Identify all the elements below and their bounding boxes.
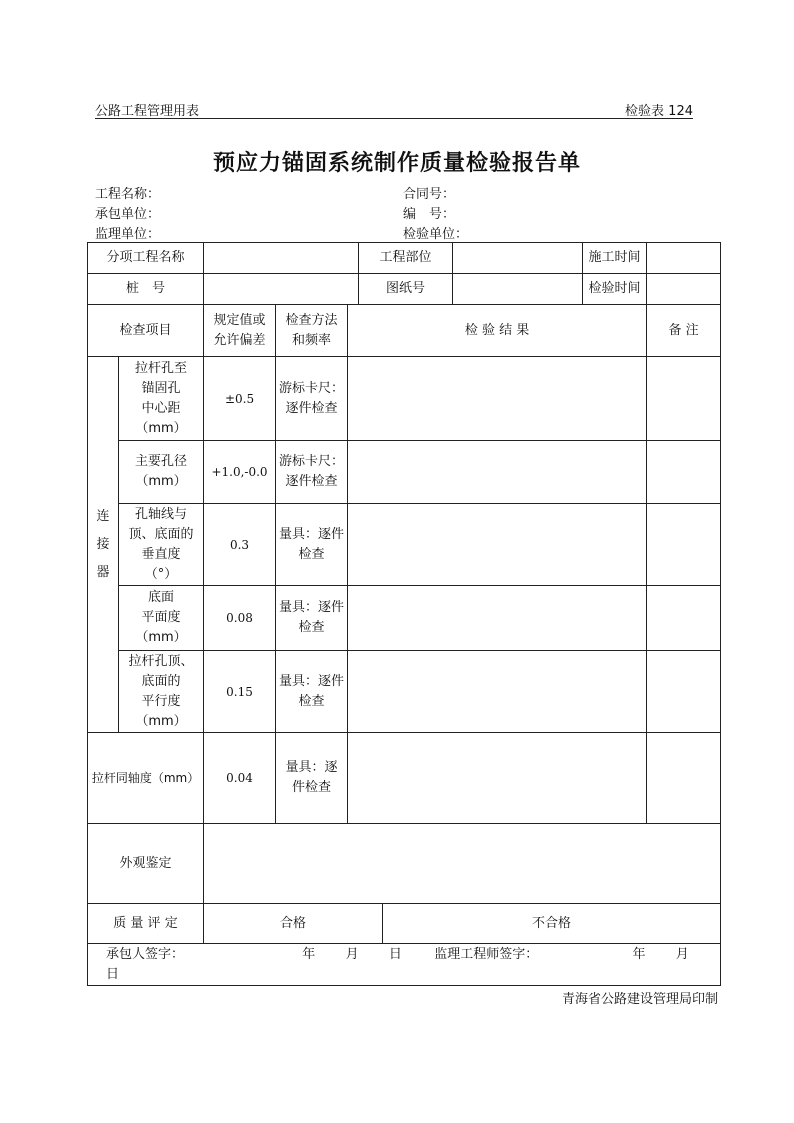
item-method — [276, 586, 348, 651]
tolerance-header-line: 规定值或 — [213, 312, 266, 328]
item-method-line: 游标卡尺： — [279, 380, 345, 396]
station-value[interactable] — [204, 274, 359, 305]
part-value[interactable] — [453, 243, 583, 274]
item-name-line: 底面 — [148, 590, 175, 605]
contractor-sign-month: 月 — [345, 946, 359, 962]
item-name-line: 平行度 — [141, 693, 181, 709]
item-header: 检查项目 — [88, 305, 204, 357]
sub-project-label: 分项工程名称 — [88, 243, 204, 274]
coaxial-method-line: 量具：逐 — [285, 760, 338, 775]
quality-fail[interactable]: 不合格 — [383, 904, 721, 944]
item-method — [276, 357, 348, 441]
connector-group-label — [88, 357, 119, 733]
table-header-row — [88, 305, 721, 357]
contractor-signature-label: 承包人签字： — [106, 946, 185, 962]
item-method-line: 量具：逐件 — [279, 600, 345, 615]
table-row — [88, 904, 721, 944]
item-name-line: 拉杆孔顶、 — [128, 653, 194, 669]
item-method-line: 检查 — [298, 693, 325, 709]
table-row — [88, 586, 721, 651]
item-tolerance: 0.08 — [204, 586, 276, 651]
item-name — [119, 441, 204, 504]
item-result[interactable] — [348, 441, 647, 504]
item-name-line: 孔轴线与 — [135, 506, 188, 522]
station-label: 桩 号 — [88, 274, 204, 305]
item-name-line: 主要孔径 — [135, 454, 188, 469]
item-tolerance: 0.15 — [204, 651, 276, 733]
coaxial-result[interactable] — [348, 733, 647, 824]
coaxial-tolerance: 0.04 — [204, 733, 276, 824]
item-tolerance: ±0.5 — [204, 357, 276, 441]
item-result[interactable] — [348, 586, 647, 651]
item-remarks[interactable] — [647, 441, 721, 504]
item-method — [276, 441, 348, 504]
contractor-sign-day: 日 — [388, 946, 402, 962]
form-header — [95, 100, 693, 119]
method-header — [276, 305, 348, 357]
contractor-sign-year: 年 — [302, 946, 316, 962]
page-title: 预应力锚固系统制作质量检验报告单 — [212, 150, 581, 176]
form-category: 公路工程管理用表 — [95, 104, 200, 119]
item-name-line: 中心距 — [141, 400, 181, 416]
result-header: 检 验 结 果 — [348, 305, 647, 357]
item-method-line: 量具：逐件 — [279, 673, 345, 689]
item-name — [119, 651, 204, 733]
appearance-value[interactable] — [204, 824, 721, 904]
signature-cell — [88, 944, 721, 986]
item-method-line: 游标卡尺： — [279, 454, 345, 469]
item-method-line: 逐件检查 — [285, 474, 338, 489]
tolerance-header-line: 允许偏差 — [213, 332, 266, 348]
item-name-line: （mm） — [135, 713, 187, 729]
item-remarks[interactable] — [647, 651, 721, 733]
appearance-label: 外观鉴定 — [88, 824, 204, 904]
item-method-line: 量具：逐件 — [279, 526, 345, 542]
engineer-signature-label: 监理工程师签字： — [434, 946, 539, 962]
item-tolerance: +1.0,-0.0 — [204, 441, 276, 504]
part-label: 工程部位 — [359, 243, 453, 274]
sub-project-value[interactable] — [204, 243, 359, 274]
item-name-line: 顶、底面的 — [128, 526, 194, 542]
signature-row — [88, 944, 721, 986]
group-char: 器 — [96, 564, 110, 580]
item-remarks[interactable] — [647, 586, 721, 651]
coaxial-item-name: 拉杆同轴度（mm） — [88, 733, 204, 824]
item-tolerance: 0.3 — [204, 504, 276, 586]
method-header-line: 和频率 — [292, 332, 332, 348]
table-row — [88, 441, 721, 504]
item-name-line: （mm） — [135, 630, 187, 645]
supervisor-label: 监理单位： — [95, 227, 161, 242]
remarks-header: 备 注 — [647, 305, 721, 357]
item-name — [119, 504, 204, 586]
item-name — [119, 586, 204, 651]
engineer-sign-year: 年 — [632, 946, 646, 962]
item-result[interactable] — [348, 357, 647, 441]
inspection-time-label: 检验时间 — [583, 274, 647, 305]
item-name-line: 垂直度 — [141, 546, 181, 562]
table-row — [88, 357, 721, 441]
coaxial-method — [276, 733, 348, 824]
item-name-line: 拉杆孔至 — [135, 360, 188, 376]
form-number: 检验表 124 — [625, 104, 693, 119]
printer-footer: 青海省公路建设管理局印制 — [561, 992, 718, 1007]
group-char: 连 — [96, 508, 110, 524]
quality-pass[interactable]: 合格 — [204, 904, 383, 944]
drawing-no-value[interactable] — [453, 274, 583, 305]
inspection-time-value[interactable] — [647, 274, 721, 305]
item-name-line: （°） — [144, 566, 178, 582]
quality-label: 质 量 评 定 — [88, 904, 204, 944]
item-result[interactable] — [348, 504, 647, 586]
table-row — [88, 504, 721, 586]
method-header-line: 检查方法 — [285, 312, 338, 328]
item-method-line: 逐件检查 — [285, 400, 338, 416]
number-label: 编 号： — [403, 207, 456, 222]
item-name-line: 底面的 — [141, 673, 181, 689]
inspection-unit-label: 检验单位： — [403, 227, 469, 242]
construction-time-label: 施工时间 — [583, 243, 647, 274]
inspection-table — [87, 242, 721, 986]
group-char: 接 — [96, 536, 110, 552]
table-row — [88, 824, 721, 904]
item-name-line: （mm） — [135, 474, 187, 489]
item-name-line: 锚固孔 — [141, 380, 181, 396]
table-row — [88, 243, 721, 274]
item-method — [276, 504, 348, 586]
item-method — [276, 651, 348, 733]
table-row — [88, 651, 721, 733]
engineer-sign-month: 月 — [675, 946, 689, 962]
contract-no-label: 合同号： — [403, 187, 456, 202]
table-row — [88, 733, 721, 824]
table-row — [88, 274, 721, 305]
coaxial-method-line: 件检查 — [292, 780, 332, 795]
item-result[interactable] — [348, 651, 647, 733]
contractor-label: 承包单位： — [95, 207, 161, 222]
coaxial-remarks[interactable] — [647, 733, 721, 824]
construction-time-value[interactable] — [647, 243, 721, 274]
engineer-sign-day: 日 — [106, 966, 120, 982]
item-name-line: 平面度 — [141, 610, 181, 625]
item-name-line: （mm） — [135, 420, 187, 436]
item-remarks[interactable] — [647, 357, 721, 441]
drawing-no-label: 图纸号 — [359, 274, 453, 305]
project-name-label: 工程名称： — [95, 187, 161, 202]
item-name — [119, 357, 204, 441]
item-method-line: 检查 — [298, 620, 325, 635]
item-method-line: 检查 — [298, 546, 325, 562]
tolerance-header — [204, 305, 276, 357]
item-remarks[interactable] — [647, 504, 721, 586]
